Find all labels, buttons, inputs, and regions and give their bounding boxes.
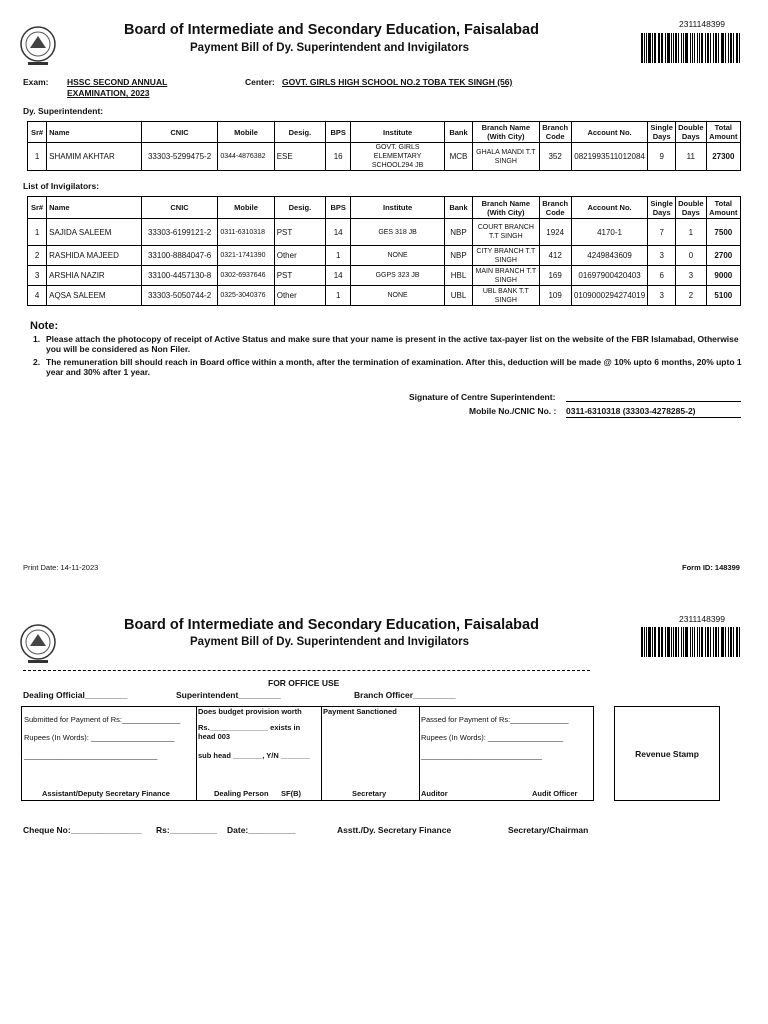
cell-desig: PST	[274, 266, 325, 286]
cell-bps: 14	[326, 219, 351, 246]
center-label: Center:	[245, 77, 275, 87]
blank-line-2: _____________________________	[421, 751, 542, 760]
col-header-sr: Sr#	[28, 122, 47, 143]
board-logo	[18, 24, 58, 68]
cell-sr: 1	[28, 143, 47, 171]
cell-total-amount: 2700	[706, 246, 740, 266]
cell-bank: NBP	[444, 246, 472, 266]
budget-head: head 003	[198, 732, 231, 741]
col-header-account-no: Account No.	[571, 197, 648, 219]
revenue-stamp-label: Revenue Stamp	[635, 748, 699, 759]
note-item-2: 2. The remuneration bill should reach in Board office within a month, after the termination of examination. After this, deduction will be made @ 10% upto 6 months, 20% upto 1 year and 30% after 1 year.	[33, 357, 742, 377]
cell-bank: MCB	[444, 143, 472, 171]
office-heading: FOR OFFICE USE	[268, 678, 340, 688]
cell-double-days: 0	[676, 246, 707, 266]
revenue-stamp-box	[614, 706, 720, 801]
col-header-bank: Bank	[444, 122, 472, 143]
office-divider-1	[196, 707, 197, 800]
table-row	[28, 286, 741, 306]
office-superintendent: Superintendent_________	[176, 690, 281, 700]
cheque-date: Date:__________	[227, 825, 296, 835]
cell-total-amount: 5100	[706, 286, 740, 306]
dealing-official: Dealing Official_________	[23, 690, 128, 700]
cell-desig: PST	[274, 219, 325, 246]
cell-sr: 1	[28, 219, 47, 246]
budget-subhead: sub head _______, Y/N _______	[198, 751, 311, 760]
col-header-institute: Institute	[351, 122, 445, 143]
cell-sr: 3	[28, 266, 47, 286]
cell-branch-name: MAIN BRANCH T.T SINGH	[473, 266, 539, 286]
cell-name: SAJIDA SALEEM	[47, 219, 142, 246]
page-title-2: Board of Intermediate and Secondary Education, Faisalabad	[124, 617, 539, 633]
sf-b: SF(B)	[281, 789, 301, 798]
table-row	[28, 246, 741, 266]
asstt-secretary-finance: Asstt./Dy. Secretary Finance	[337, 825, 452, 835]
print-date: Print Date: 14-11-2023	[23, 563, 99, 572]
budget-rs: Rs.______________ exists in	[198, 723, 301, 732]
cell-account-no: 0821993511012084	[571, 143, 648, 171]
col-header-bps: BPS	[326, 197, 351, 219]
cell-total-amount: 7500	[706, 219, 740, 246]
rupees-in-words: Rupees (In Words): ____________________	[24, 733, 175, 742]
cell-bank: HBL	[444, 266, 472, 286]
cell-branch-name: UBL BANK T.T SINGH	[473, 286, 539, 306]
cell-total-amount: 9000	[706, 266, 740, 286]
invigilators-header-row	[28, 197, 741, 219]
cell-bps: 16	[326, 143, 351, 171]
cell-desig: ESE	[274, 143, 325, 171]
cell-bank: UBL	[444, 286, 472, 306]
note-item-1: 1. Please attach the photocopy of receipt of Active Status and make sure that your name is present in the active tax-payer list on the website of the FBR Islamabad, Otherwise you will be considered as Non Filer.	[33, 334, 739, 354]
table-row	[28, 219, 741, 246]
mobile-value: 0311-6310318 (33303-4278285-2)	[566, 406, 741, 418]
form-id: Form ID: 148399	[682, 563, 740, 572]
cell-desig: Other	[274, 246, 325, 266]
cell-cnic: 33303-6199121-2	[141, 219, 218, 246]
col-header-bps: BPS	[326, 122, 351, 143]
cell-single-days: 9	[648, 143, 676, 171]
passed-for-payment: Passed for Payment of Rs:______________	[421, 715, 569, 724]
cell-mobile: 0311-6310318	[218, 219, 274, 246]
col-header-mobile: Mobile	[218, 122, 274, 143]
blank-line-1: ________________________________	[24, 751, 158, 760]
page-subtitle: Payment Bill of Dy. Superintendent and Invigilators	[190, 42, 470, 54]
cell-mobile: 0302-6937646	[218, 266, 274, 286]
col-header-branch-name: Branch Name (With City)	[473, 122, 539, 143]
exam-value-2: EXAMINATION, 2023	[67, 88, 150, 98]
cell-name: SHAMIM AKHTAR	[47, 143, 142, 171]
barcode	[641, 33, 741, 63]
col-header-desig: Desig.	[274, 122, 325, 143]
secretary-chairman: Secretary/Chairman	[508, 825, 589, 835]
col-header-institute: Institute	[351, 197, 445, 219]
barcode-number: 2311148399	[679, 19, 726, 29]
submitted-for-payment: Submitted for Payment of Rs:______________	[24, 715, 181, 724]
table-row	[28, 143, 741, 171]
col-header-double-days: Double Days	[676, 197, 707, 219]
superintendent-table	[27, 121, 741, 171]
cell-institute: NONE	[351, 286, 445, 306]
cell-single-days: 7	[648, 219, 676, 246]
col-header-sr: Sr#	[28, 197, 47, 219]
exam-label: Exam:	[23, 77, 49, 87]
cell-bps: 14	[326, 266, 351, 286]
col-header-branch-name: Branch Name (With City)	[473, 197, 539, 219]
col-header-cnic: CNIC	[141, 122, 218, 143]
col-header-mobile: Mobile	[218, 197, 274, 219]
cell-single-days: 3	[648, 246, 676, 266]
cell-account-no: 4170-1	[571, 219, 648, 246]
col-header-double-days: Double Days	[676, 122, 707, 143]
col-header-account-no: Account No.	[571, 122, 648, 143]
payment-sanctioned: Payment Sanctioned	[323, 707, 397, 716]
cell-double-days: 11	[676, 143, 707, 171]
invigilators-table	[27, 196, 741, 306]
col-header-branch-code: Branch Code	[539, 197, 571, 219]
signature-label: Signature of Centre Superintendent:	[409, 392, 556, 402]
col-header-cnic: CNIC	[141, 197, 218, 219]
col-header-bank: Bank	[444, 197, 472, 219]
cell-institute: GGPS 323 JB	[351, 266, 445, 286]
cell-branch-code: 352	[539, 143, 571, 171]
cheque-no: Cheque No:_______________	[23, 825, 142, 835]
cell-double-days: 2	[676, 286, 707, 306]
page-title: Board of Intermediate and Secondary Education, Faisalabad	[124, 22, 539, 38]
col-header-name: Name	[47, 197, 142, 219]
branch-officer: Branch Officer_________	[354, 690, 456, 700]
office-use-box	[21, 706, 594, 801]
cell-single-days: 6	[648, 266, 676, 286]
notes-list	[33, 334, 745, 377]
mobile-label: Mobile No./CNIC No. :	[469, 406, 557, 416]
cell-mobile: 0325-3040376	[218, 286, 274, 306]
col-header-single-days: Single Days	[648, 197, 676, 219]
notes-heading: Note:	[30, 320, 59, 332]
invigilators-heading: List of Invigilators:	[23, 181, 100, 191]
exam-value-1: HSSC SECOND ANNUAL	[67, 77, 168, 87]
auditor-sig: Auditor	[421, 789, 448, 798]
cell-double-days: 3	[676, 266, 707, 286]
cell-institute: GOVT. GIRLS ELEMEMTARY SCHOOL294 JB	[351, 143, 445, 171]
col-header-single-days: Single Days	[648, 122, 676, 143]
cell-single-days: 3	[648, 286, 676, 306]
dashed-divider	[23, 670, 590, 671]
table-row	[28, 266, 741, 286]
cheque-rs: Rs:__________	[156, 825, 217, 835]
cell-mobile: 0321-1741390	[218, 246, 274, 266]
cell-cnic: 33303-5299475-2	[141, 143, 218, 171]
rupees-in-words-2: Rupees (In Words): __________________	[421, 733, 564, 742]
cell-desig: Other	[274, 286, 325, 306]
cell-cnic: 33100-4457130-8	[141, 266, 218, 286]
col-header-desig: Desig.	[274, 197, 325, 219]
col-header-total-amount: Total Amount	[706, 122, 740, 143]
cell-branch-name: GHALA MANDI T.T SINGH	[473, 143, 539, 171]
cell-total-amount: 27300	[706, 143, 740, 171]
superintendent-header-row	[28, 122, 741, 143]
cell-account-no: 4249843609	[571, 246, 648, 266]
signature-line	[566, 401, 741, 402]
cell-institute: NONE	[351, 246, 445, 266]
barcode-2	[641, 627, 741, 657]
superintendent-heading: Dy. Superintendent:	[23, 106, 104, 116]
office-divider-2	[321, 707, 322, 800]
cell-institute: GES 318 JB	[351, 219, 445, 246]
cell-cnic: 33100-8884047-6	[141, 246, 218, 266]
cell-name: AQSA SALEEM	[47, 286, 142, 306]
cell-account-no: 0109000294274019	[571, 286, 648, 306]
asst-secretary-finance: Assistant/Deputy Secretary Finance	[42, 789, 170, 798]
cell-sr: 2	[28, 246, 47, 266]
cell-sr: 4	[28, 286, 47, 306]
cell-account-no: 01697900420403	[571, 266, 648, 286]
cell-branch-name: CITY BRANCH T.T SINGH	[473, 246, 539, 266]
barcode-number-2: 2311148399	[679, 614, 726, 624]
cell-name: ARSHIA NAZIR	[47, 266, 142, 286]
cell-double-days: 1	[676, 219, 707, 246]
cell-branch-code: 109	[539, 286, 571, 306]
center-value: GOVT. GIRLS HIGH SCHOOL NO.2 TOBA TEK SINGH (56)	[282, 77, 513, 87]
col-header-branch-code: Branch Code	[539, 122, 571, 143]
audit-officer-sig: Audit Officer	[532, 789, 578, 798]
cell-mobile: 0344-4876382	[218, 143, 274, 171]
cell-cnic: 33303-5050744-2	[141, 286, 218, 306]
cell-branch-code: 169	[539, 266, 571, 286]
cell-branch-code: 412	[539, 246, 571, 266]
cell-branch-code: 1924	[539, 219, 571, 246]
secretary-sig: Secretary	[352, 789, 387, 798]
cell-name: RASHIDA MAJEED	[47, 246, 142, 266]
budget-title: Does budget provision worth	[198, 707, 302, 716]
col-header-total-amount: Total Amount	[706, 197, 740, 219]
board-logo-2	[18, 622, 58, 666]
col-header-name: Name	[47, 122, 142, 143]
cell-bps: 1	[326, 246, 351, 266]
page-subtitle-2: Payment Bill of Dy. Superintendent and Invigilators	[190, 636, 470, 648]
cell-bps: 1	[326, 286, 351, 306]
dealing-person: Dealing Person	[214, 789, 269, 798]
office-divider-3	[419, 707, 420, 800]
cell-branch-name: COURT BRANCH T.T SINGH	[473, 219, 539, 246]
cell-bank: NBP	[444, 219, 472, 246]
